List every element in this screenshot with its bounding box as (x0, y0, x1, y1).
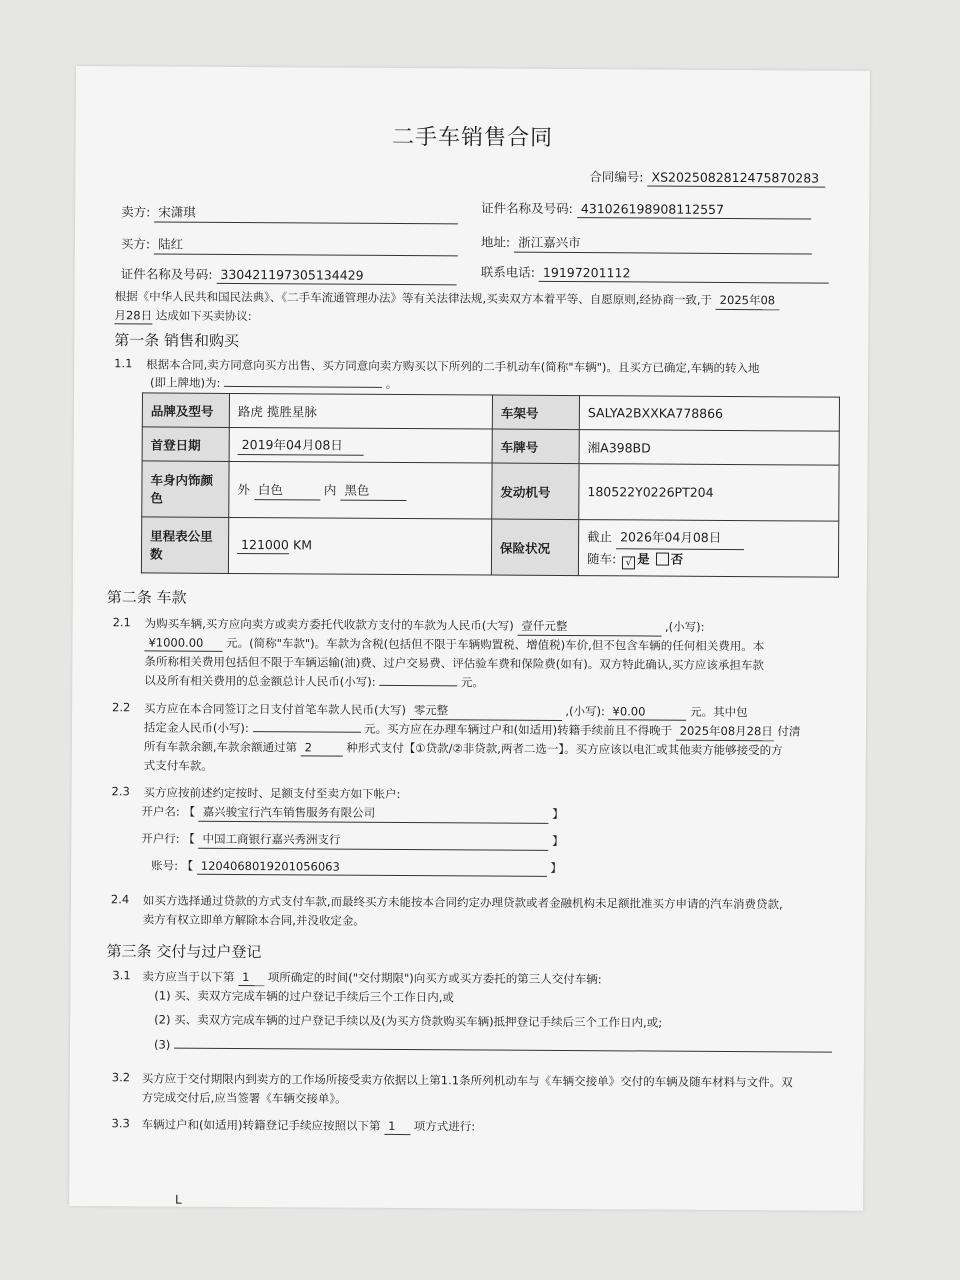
clause-2-2-line-1: 买方应在本合同签订之日支付首笔车款人民币(大写) 零元整 ,(小写): ¥0.00 元。其中包 (144, 701, 748, 720)
buyer-phone-field: 联系电话: 19197201112 (481, 262, 829, 283)
account-name-row: 开户名: 【 嘉兴骏宝行汽车销售服务有限公司 】 (141, 803, 563, 824)
down-payment-lowercase: ¥0.00 (608, 704, 686, 720)
engine-value: 180522Y0226PT204 (579, 464, 839, 522)
section-1-heading: 第一条 销售和购买 (114, 331, 240, 351)
mileage-cell (228, 517, 491, 575)
buyer-id-field: 证件名称及号码: 330421197305134429 (121, 264, 457, 285)
clause-2-2-number: 2.2 (112, 700, 131, 715)
clause-1-1-number: 1.1 (114, 356, 133, 371)
section-2-heading: 第二条 车款 (106, 588, 187, 607)
insurance-label: 保险状况 (491, 519, 578, 576)
mileage-value: 121000 (237, 537, 289, 554)
clause-2-3-line-1: 买方应按前述约定按时、足额支付至卖方如下帐户: (143, 785, 401, 801)
down-payment-uppercase: 零元整 (410, 702, 562, 721)
clause-2-1-line-1: 为购买车辆,买方应向卖方或卖方委托代收款方支付的车款为人民币(大写) 壹仟元整 ,(小写): (145, 615, 705, 636)
delivery-item-value: 1 (238, 970, 264, 986)
registration-place-value (224, 385, 382, 388)
buyer-field: 买方: 陆红 (121, 234, 458, 256)
seller-id-field: 证件名称及号码: 431026198908112557 (481, 198, 811, 219)
buyer-name: 陆红 (154, 234, 458, 256)
insurance-no-checkbox[interactable] (656, 552, 669, 565)
page-corner-mark: L (175, 1192, 182, 1207)
table-row (141, 517, 838, 577)
reg-date-label: 首登日期 (142, 427, 229, 462)
payment-method-value: 2 (301, 740, 343, 756)
contract-sheet (69, 66, 870, 1211)
vin-label: 车架号 (492, 395, 579, 430)
clause-3-2-number: 3.2 (111, 1070, 131, 1085)
clause-2-4-line-1: 如买方选择通过贷款的方式支付车款,而最终买方未能按本合同约定办理贷款或者金融机构未足额批准买方申请的汽车消费贷款, (142, 893, 783, 912)
delivery-option-3-value (174, 1047, 832, 1053)
insurance-until-value: 2026年04月08日 (616, 527, 744, 550)
account-bank-value: 中国工商银行嘉兴秀洲支行 (198, 831, 548, 851)
total-amount-value (379, 684, 457, 686)
table-row (142, 461, 839, 521)
clause-2-2-line-3: 所有车款余额,车款余额通过第 2 种形式支付【①贷款/②非贷款,两者二选一】。买方应该以电汇或其他卖方能够接受的方 (143, 739, 783, 758)
clause-1-1-line-1: 根据本合同,卖方同意向买方出售、买方同意向卖方购买以下所列的二手机动车(简称"车辆")。且买方已确定,车辆的转入地 (146, 357, 760, 376)
clause-2-3-number: 2.3 (111, 784, 130, 799)
mileage-unit: KM (293, 537, 313, 553)
clause-3-2-line-1: 买方应于交付期限内到卖方的工作场所接受卖方依据以上第1.1条所列机动车与《车辆交接单》交付的车辆及随车材料与文件。双 (141, 1071, 793, 1090)
account-number-row: 账号: 【 1204068019201056063 】 (151, 858, 562, 875)
plate-label: 车牌号 (492, 429, 579, 464)
clause-3-1-number: 3.1 (112, 968, 131, 983)
contract-number-value: XS2025082812475870283 (647, 169, 825, 187)
table-row (142, 427, 839, 465)
vin-value: SALYA2BXXKA778866 (579, 396, 839, 432)
vehicle-info-table (141, 392, 840, 577)
seller-id-value: 431026198908112557 (577, 201, 811, 219)
insurance-yes-checkbox[interactable]: √ (622, 556, 635, 569)
preamble-date-2: 月28日 (114, 308, 153, 323)
mileage-label: 里程表公里数 (141, 517, 228, 574)
color-cell: 外 白色 内 黑色 (229, 461, 492, 519)
buyer-id-value: 330421197305134429 (216, 267, 456, 285)
section-3-heading: 第三条 交付与过户登记 (106, 942, 262, 962)
clause-3-2-line-2: 方完成交付后,应当签署《车辆交接单》。 (141, 1090, 347, 1106)
clause-3-3-line-1: 车辆过户和(如适用)转籍登记手续应按照以下第 1 项方式进行: (141, 1117, 476, 1134)
reg-date-cell (229, 427, 492, 463)
table-row (142, 393, 839, 431)
clause-2-1-number: 2.1 (112, 615, 131, 630)
clause-2-1-line-3: 条所称相关费用包括但不限于车辆运输(油)费、过户交易费、评估验车费和保险费(如有)。双方特此确认,买方应该承担车款 (144, 654, 765, 673)
deposit-value (252, 730, 360, 733)
brand-value: 路虎 揽胜星脉 (229, 393, 492, 429)
reg-date-value: 2019年04月08日 (238, 434, 364, 455)
clause-3-1-line-1: 卖方应当于以下第 1 项所确定的时间("交付期限")向买方或买方委托的第三人交付车辆: (142, 969, 602, 987)
document-title: 二手车销售合同 (391, 124, 554, 151)
delivery-option-1: (1) 买、卖双方完成车辆的过户登记手续后三个工作日内,或 (154, 988, 454, 1005)
plate-value: 湘A398BD (579, 430, 839, 466)
preamble-date-1: 2025年08 (716, 292, 780, 310)
preamble-line-2: 月28日 达成如下买卖协议: (114, 308, 252, 324)
contract-number: 合同编号: XS2025082812475870283 (589, 167, 825, 187)
delivery-option-2: (2) 买、卖双方完成车辆的过户登记手续以及(为买方贷款购买车辆)抵押登记手续后三个工作日内,或; (154, 1012, 663, 1030)
preamble-line-1: 根据《中华人民共和国民法典》、《二手车流通管理办法》等有关法律法规,买卖双方本着平等、自愿原则,经协商一致,于 2025年08 (115, 288, 780, 310)
clause-3-3-number: 3.3 (111, 1116, 130, 1131)
clause-2-1-line-2: ¥1000.00 元。(简称"车款")。车款为含税(包括但不限于车辆购置税、增值税)车价,但不包含车辆的任何相关费用。本 (144, 634, 764, 655)
price-lowercase: ¥1000.00 (144, 635, 222, 651)
transfer-item-value: 1 (384, 1119, 410, 1135)
buyer-address-value: 浙江嘉兴市 (514, 233, 812, 255)
account-name-value: 嘉兴骏宝行汽车销售服务有限公司 (199, 804, 549, 824)
insurance-cell: 截止 2026年04月08日 随车: √ 是 否 (578, 520, 838, 578)
account-bank-row: 开户行: 【 中国工商银行嘉兴秀洲支行 】 (141, 830, 563, 851)
seller-name: 宋潇琪 (154, 202, 458, 224)
engine-label: 发动机号 (492, 463, 579, 520)
buyer-address-field: 地址: 浙江嘉兴市 (481, 232, 812, 254)
clause-1-1-line-2: (即上牌地)为: 。 (150, 375, 398, 391)
buyer-phone-value: 19197201112 (539, 265, 829, 284)
final-payment-date: 2025年08月28日 (676, 723, 774, 742)
clause-2-1-line-4: 以及所有相关费用的总金额总计人民币(小写): 元。 (144, 673, 484, 690)
clause-2-2-line-2: 括定金人民币(小写): 元。买方应在办理车辆过户和(如适用)转籍手续前且不得晚于 2025年08月28日 付清 (144, 719, 801, 741)
account-number-value: 1204068019201056063 (197, 859, 547, 877)
delivery-option-3: (3) (154, 1037, 832, 1055)
price-uppercase: 壹仟元整 (517, 618, 661, 637)
clause-2-4-line-2: 卖方有权立即单方解除本合同,并没收定金。 (142, 912, 365, 928)
color-label: 车身内饰颜色 (142, 461, 229, 518)
interior-color-value: 黑色 (340, 480, 406, 500)
seller-field: 卖方: 宋潇琪 (121, 202, 458, 224)
clause-2-4-number: 2.4 (110, 892, 130, 907)
clause-2-2-line-4: 式支付车款。 (143, 758, 213, 773)
exterior-color-value: 白色 (254, 480, 320, 500)
brand-label: 品牌及型号 (142, 393, 229, 428)
